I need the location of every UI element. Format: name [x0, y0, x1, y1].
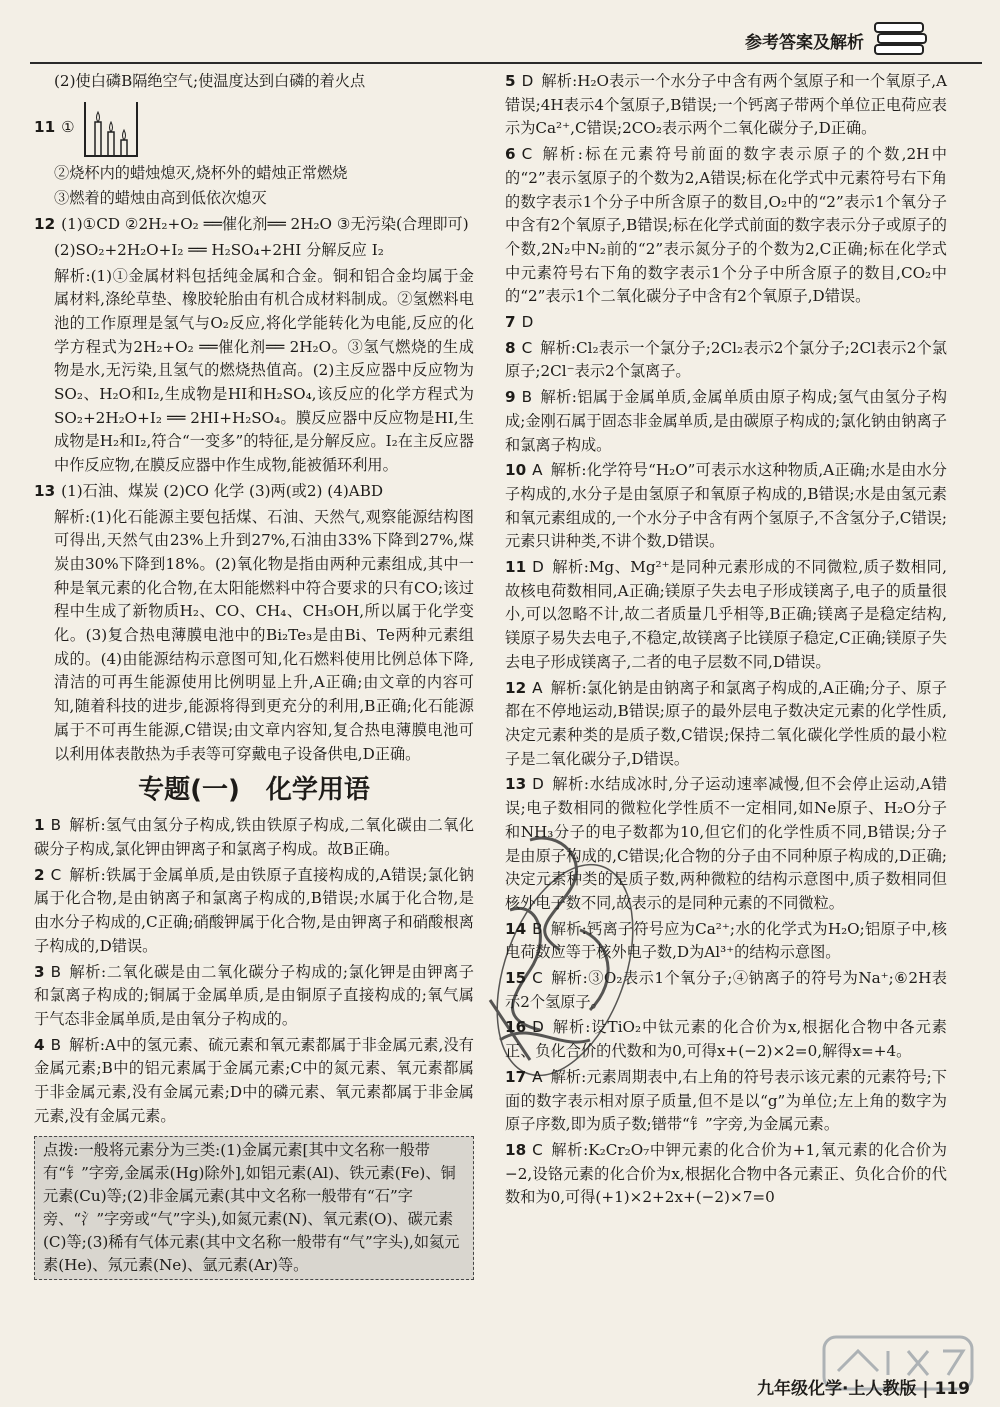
page-header	[30, 18, 982, 64]
answer-line	[34, 239, 474, 263]
answer-choice: A	[532, 1067, 543, 1086]
item-number: 13	[505, 775, 527, 794]
item-number: 14	[505, 919, 527, 938]
item-text: ①	[61, 117, 75, 136]
answer-item-9	[505, 386, 947, 457]
item-number: 12	[34, 215, 56, 234]
item-text: (1)①CD ②2H₂+O₂ ══催化剂══ 2H₂O ③无污染(合理即可)	[61, 215, 469, 234]
answer-choice: C	[50, 865, 62, 884]
item-text: ②烧杯内的蜡烛熄灭,烧杯外的蜡烛正常燃烧	[54, 163, 348, 182]
answer-choice: B	[521, 388, 532, 407]
item-text: 解析:Cl₂表示一个氯分子;2Cl₂表示2个氯分子;2Cl表示2个氯原子;2Cl⁻表示2个氯离子。	[505, 338, 947, 381]
item-number: 3	[34, 962, 45, 981]
item-text: (2)使白磷B隔绝空气;使温度达到白磷的着火点	[54, 72, 366, 90]
answer-item-11	[505, 556, 947, 675]
tip-box: 点拨:一般将元素分为三类:(1)金属元素[其中文名称一般带有“钅”字旁,金属汞(Hg)除外],如铝元素(Al)、铁元素(Fe)、铜元素(Cu)等;(2)非金属元素(其中文名称一般带有“石”字旁、“氵”字旁或“气”字头),如氮元素(N)、氧元素(O)、碳元素(C)等;(3)稀有气体元素(其中文名称一般带有“气”字头),如氦元素(He)、氖元素(Ne)、氩元素(Ar)等。	[34, 1136, 474, 1280]
answer-item-8	[505, 337, 947, 384]
item-text: 解析:氯化钠是由钠离子和氯离子构成的,A正确;分子、原子都在不停地运动,B错误;原子的最外层电子数决定元素的化学性质,决定元素种类的是质子数,C错误;保持二氧化碳化学性质的最小粒子是二氧化碳分子,D错误。	[505, 678, 947, 768]
item-text: 解析:氢气由氢分子构成,铁由铁原子构成,二氧化碳由二氧化碳分子构成,氯化钾由钾离子和氯离子构成。故B正确。	[34, 816, 474, 858]
item-text: 解析:H₂O表示一个水分子中含有两个氢原子和一个氧原子,A错误;4H表示4个氢原子,B错误;一个钙离子带两个单位正电荷应表示为Ca²⁺,C错误;2CO₂表示两个二氧化碳分子,D正确。	[505, 72, 947, 138]
signature-stamp	[470, 820, 660, 1080]
answer-choice: C	[532, 1140, 543, 1159]
item-text: ③燃着的蜡烛由高到低依次熄灭	[54, 189, 267, 208]
answer-choice: D	[532, 775, 544, 794]
item-number: 16	[505, 1018, 527, 1037]
item-number: 5	[505, 72, 516, 90]
answer-choice: B	[50, 1035, 61, 1054]
answer-choice: D	[521, 313, 534, 332]
item-text: 解析:标在元素符号前面的数字表示原子的个数,2H中的“2”表示氢原子的个数为2,A错误;标在化学式中元素符号右下角的数字表示1个分子中所含原子的数目,O₂中的“2”表示1个氧分子中含有2个氧原子,B错误;标在化学式前面的数字表示分子或原子的个数,2N₂中N₂前的“2”表示氮分子的个数为2,C正确;标在化学式中元素符号右下角的数字表示1个分子中所含原子的数目,CO₂中的“2”表示1个二氧化碳分子中含有2个氧原子,D错误。	[505, 145, 947, 306]
answer-line	[34, 187, 474, 211]
item-text: 解析:铝属于金属单质,金属单质由原子构成;氢气由氢分子构成;金刚石属于固态非金属单质,是由碳原子构成的;氯化钠由钠离子和氯离子构成。	[505, 388, 947, 454]
item-number: 2	[34, 865, 45, 884]
header-title: 参考答案及解析	[745, 33, 864, 53]
item-number: 13	[34, 481, 56, 500]
item-text: 解析:钙离子符号应为Ca²⁺;水的化学式为H₂O;铝原子中,核电荷数应等于核外电子数,D为Al³⁺的结构示意图。	[505, 919, 947, 962]
answer-item-4	[34, 1034, 474, 1129]
item-number: 9	[505, 388, 516, 407]
item-number: 18	[505, 1140, 527, 1159]
candles-beaker-icon	[79, 96, 143, 160]
answer-choice: D	[532, 558, 544, 577]
item-number: 6	[505, 145, 516, 164]
answer-choice: D	[532, 1018, 544, 1037]
item-text: 解析:化学符号“H₂O”可表示水这种物质,A正确;水是由水分子构成的,水分子是由氢原子和氧原子构成的,B错误;水是由氢元素和氧元素组成的,一个水分子中含有两个氢原子,不含氢分子,C错误;元素只讲种类,不讲个数,D错误。	[505, 461, 947, 551]
answer-item-12	[505, 677, 947, 772]
answer-line	[34, 506, 474, 767]
answer-item-12	[34, 213, 474, 237]
item-text: 解析:Mg、Mg²⁺是同种元素形成的不同微粒,质子数相同,故核电荷数相同,A正确;镁原子失去电子形成镁离子,电子的质量很小,可以忽略不计,故二者质量几乎相等,B正确;镁离子是稳定结构,镁原子易失去电子,不稳定,故镁离子比镁原子稳定,C正确;镁原子失去电子形成镁离子,二者的电子层数不同,D错误。	[505, 558, 947, 671]
item-number: 8	[505, 338, 516, 357]
answer-line	[34, 265, 474, 478]
answer-choice: B	[532, 919, 543, 938]
answer-choice: D	[521, 72, 534, 90]
item-text: 解析:设TiO₂中钛元素的化合价为x,根据化合物中各元素正、负化合价的代数和为0,可得x+(−2)×2=0,解得x=+4。	[505, 1018, 947, 1061]
item-number: 4	[34, 1035, 45, 1054]
books-icon	[874, 22, 922, 56]
answer-choice: A	[532, 678, 543, 697]
item-text: 解析:(1)①金属材料包括纯金属和合金。铜和铝合金均属于金属材料,涤纶草垫、橡胶轮胎由有机合成材料制成。②氢燃料电池的工作原理是氢气与O₂反应,将化学能转化为电能,反应的化学方程式为2H₂+O₂ ══催化剂══ 2H₂O。③氢气燃烧的生成物是水,无污染,且氢气的燃烧热值高。(2)主反应器中反应物为SO₂、H₂O和I₂,生成物是HI和H₂SO₄,该反应的化学方程式为SO₂+2H₂O+I₂ ══ 2HI+H₂SO₄。膜反应器中反应物是HI,生成物是H₂和I₂,符合“一变多”的特征,是分解反应。I₂在主反应器中作反应物,在膜反应器中作生成物,能被循环利用。	[54, 266, 474, 475]
item-text: 解析:A中的氢元素、硫元素和氧元素都属于非金属元素,没有金属元素;B中的铝元素属于金属元素;C中的氮元素、氧元素都属于非金属元素,没有金属元素;D中的磷元素、氧元素都属于非金属元素,没有金属元素。	[34, 1035, 474, 1125]
answer-choice: A	[532, 461, 543, 480]
answer-choice: C	[521, 338, 533, 357]
item-number: 15	[505, 969, 527, 988]
item-number: 1	[34, 816, 45, 835]
item-text: (1)石油、煤炭 (2)CO 化学 (3)两(或2) (4)ABD	[61, 481, 384, 500]
item-number: 7	[505, 313, 516, 332]
item-text: 解析:二氧化碳是由二氧化碳分子构成的;氯化钾是由钾离子和氯离子构成的;铜属于金属单质,是由铜原子直接构成的;氧气属于气态非金属单质,是由氧分子构成的。	[34, 962, 474, 1028]
answer-choice: C	[521, 145, 533, 164]
item-number: 12	[505, 678, 527, 697]
answer-item-5	[505, 70, 947, 141]
item-number: 10	[505, 461, 527, 480]
answer-item-11	[34, 96, 474, 160]
answer-choice: C	[532, 969, 543, 988]
page-footer: 九年级化学·上人教版 | 119	[757, 1379, 970, 1399]
answer-item-1	[34, 814, 474, 861]
item-text: (2)SO₂+2H₂O+I₂ ══ H₂SO₄+2HI 分解反应 I₂	[54, 240, 384, 259]
item-text: 解析:水结成冰时,分子运动速率减慢,但不会停止运动,A错误;电子数相同的微粒化学性质不一定相同,如Ne原子、H₂O分子和NH₃分子的电子数都为10,但它们的化学性质不同,B错误;分子是由原子构成的,C错误;化合物的分子由不同种原子构成的,D正确;决定元素种类的是质子数,两种微粒的结构示意图中,质子数相同但核外电子数不同,故表示的是同种元素的不同微粒。	[505, 775, 947, 912]
item-text: 解析:③O₂表示1个氧分子;④钠离子的符号为Na⁺;⑥2H表示2个氢原子。	[505, 969, 947, 1011]
item-text: 解析:K₂Cr₂O₇中钾元素的化合价为+1,氧元素的化合价为−2,设铬元素的化合价为x,根据化合物中各元素正、负化合价的代数和为0,可得(+1)×2+2x+(−2)×7=0	[505, 1140, 947, 1207]
answer-item-18	[505, 1139, 947, 1210]
item-number: 17	[505, 1067, 527, 1086]
answer-item-6	[505, 143, 947, 309]
answer-choice: B	[50, 816, 61, 835]
item-text: 解析:铁属于金属单质,是由铁原子直接构成的,A错误;氯化钠属于化合物,是由钠离子和氯离子构成的,B错误;水属于化合物,是由水分子构成的,C正确;硝酸钾属于化合物,是由钾离子和硝酸根离子构成的,D错误。	[34, 865, 474, 955]
item-number: 11	[505, 558, 527, 577]
answer-line	[34, 162, 474, 186]
item-text: 解析:(1)化石能源主要包括煤、石油、天然气,观察能源结构图可得出,天然气由23%上升到27%,石油由33%下降到27%,煤炭由30%下降到18%。(2)氧化物是指由两种元素组成,其中一种是氧元素的化合物,在太阳能燃料中符合要求的只有CO;该过程中生成了新物质H₂、CO、CH₄、CH₃OH,所以属于化学变化。(3)复合热电薄膜电池中的Bi₂Te₃是由Bi、Te两种元素组成的。(4)由能源结构示意图可知,化石燃料使用比例总体下降,清洁的可再生能源使用比例明显上升,A正确;由文章的内容可知,随着科技的进步,能源将得到更充分的利用,B正确;化石能源属于不可再生能源,C错误;由文章内容知,复合热电薄膜电池可以利用体表散热为手表等可穿戴电子设备供电,D正确。	[54, 507, 474, 763]
section-title: 专题(一) 化学用语	[138, 775, 370, 806]
answer-item-2	[34, 864, 474, 959]
answer-line	[34, 70, 474, 94]
answer-item-7	[505, 311, 947, 335]
item-text: 解析:元素周期表中,右上角的符号表示该元素的元素符号;下面的数字表示相对原子质量,但不是以“g”为单位;左上角的数字为原子序数,即为质子数;镨带“钅”字旁,为金属元素。	[505, 1067, 947, 1134]
answer-choice: B	[50, 962, 61, 981]
answer-item-13	[34, 480, 474, 504]
answer-item-3	[34, 961, 474, 1032]
item-number: 11	[34, 117, 56, 136]
left-column	[34, 70, 474, 1280]
answer-item-10	[505, 459, 947, 554]
